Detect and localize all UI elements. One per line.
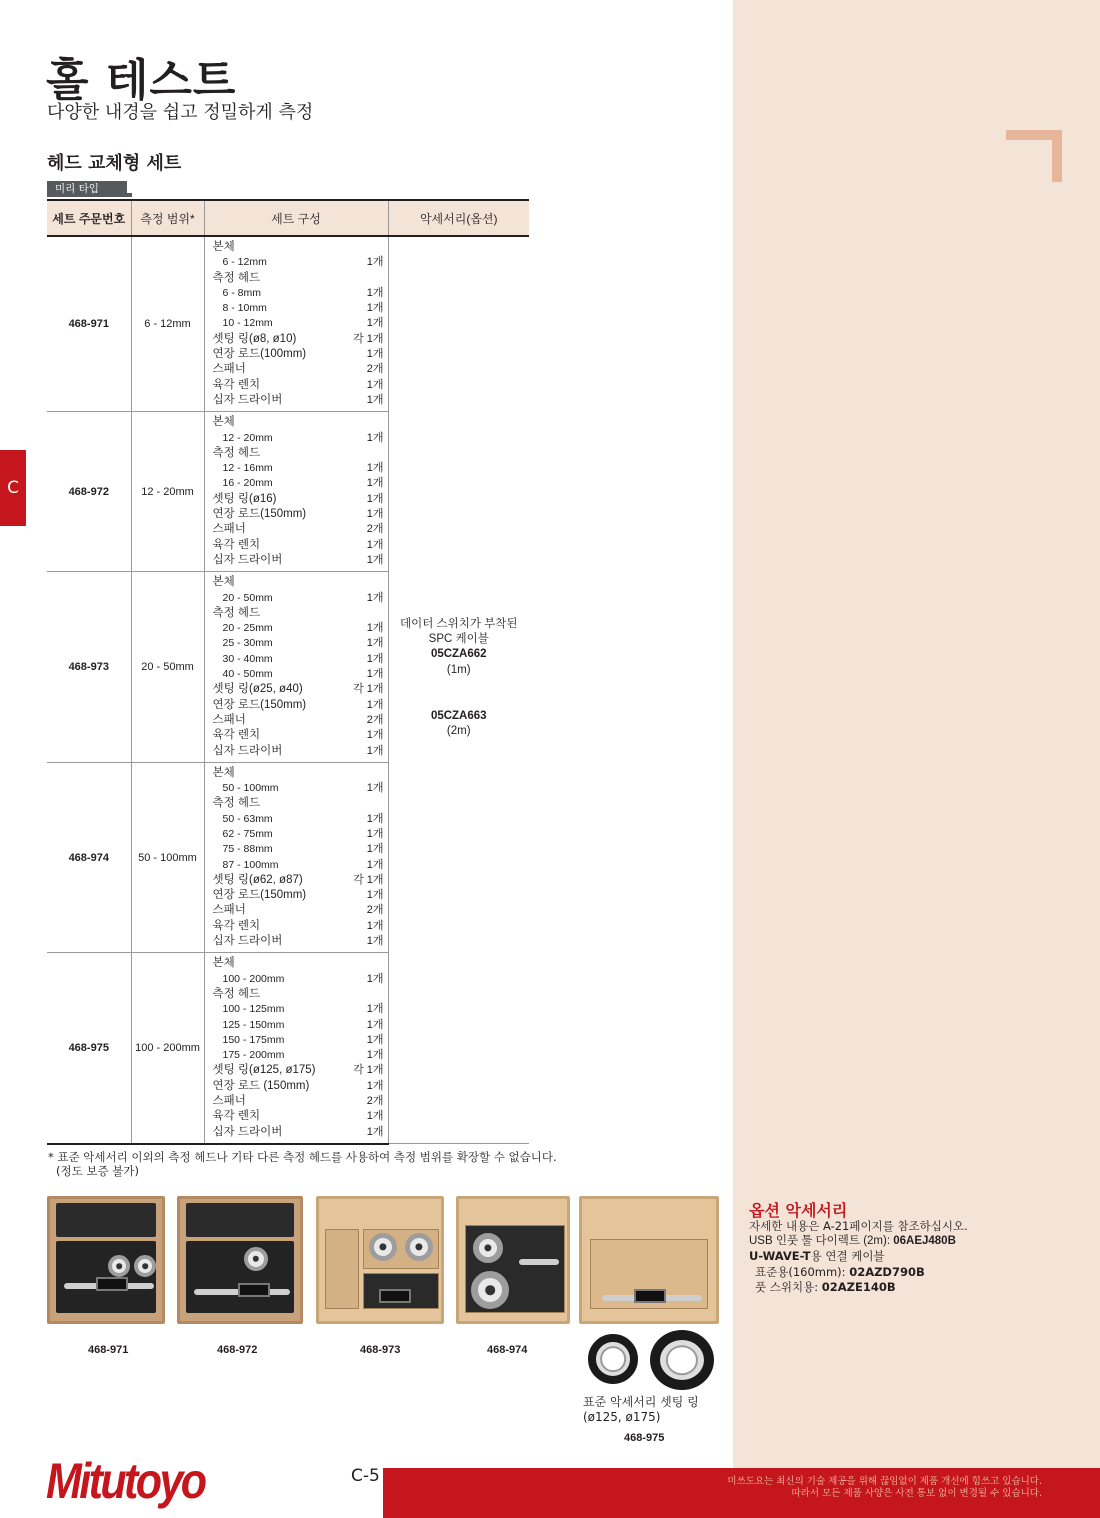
item-name: 연장 로드(100mm)	[212, 348, 307, 361]
composition-item	[213, 652, 384, 667]
header-set-code: 세트 주문번호	[47, 200, 131, 236]
product-photo-468-972	[177, 1196, 303, 1324]
footnote	[48, 1150, 557, 1178]
photo-label-468-973: 468-973	[360, 1344, 401, 1356]
item-name: 30 - 40mm	[222, 652, 273, 665]
item-name: 십자 드라이버	[212, 553, 283, 566]
item-quantity: 1개	[366, 1033, 384, 1046]
composition-item	[213, 888, 384, 903]
composition-item	[213, 636, 384, 651]
options-line-5: 풋 스위치용: 02AZE140B	[755, 1279, 896, 1294]
composition-item	[213, 1079, 384, 1094]
item-name: 측정 헤드	[212, 271, 261, 284]
item-quantity: 1개	[366, 843, 384, 856]
item-name: 스패너	[212, 904, 246, 917]
item-quantity: 1개	[366, 462, 384, 475]
item-name: 연장 로드(150mm)	[212, 698, 307, 711]
composition-item	[213, 1109, 384, 1124]
item-quantity: 각 1개	[353, 1064, 384, 1077]
item-quantity: 2개	[366, 1095, 384, 1108]
section-tab[interactable]: C	[0, 450, 26, 526]
item-quantity: 1개	[366, 698, 384, 711]
accessory-length-2m: (2m)	[446, 724, 471, 737]
type-tag: 미리 타입	[47, 181, 127, 197]
item-name: 육각 렌치	[212, 1110, 261, 1123]
composition-item	[213, 492, 384, 507]
composition-item	[213, 698, 384, 713]
ring-caption	[583, 1395, 699, 1425]
composition-item	[213, 538, 384, 553]
item-name: 스패너	[212, 363, 246, 376]
item-quantity: 1개	[366, 1003, 384, 1016]
item-quantity: 1개	[366, 1079, 384, 1092]
footnote-line-1: * 표준 악세서리 이외의 측정 헤드나 기타 다른 측정 헤드를 사용하여 측정 범위를 확장할 수 없습니다.	[48, 1150, 557, 1164]
item-quantity: 1개	[366, 729, 384, 742]
composition-item	[213, 255, 384, 270]
item-name: 50 - 100mm	[222, 782, 279, 795]
composition-item	[213, 919, 384, 934]
header-range: 측정 범위*	[131, 200, 204, 236]
composition-item	[213, 728, 384, 743]
composition-item	[213, 378, 384, 393]
item-quantity: 1개	[366, 668, 384, 681]
item-name: 셋팅 링(ø25, ø40)	[212, 683, 303, 696]
composition-item	[213, 1094, 384, 1109]
item-name: 40 - 50mm	[222, 668, 273, 681]
item-name: 6 - 8mm	[222, 286, 262, 299]
type-tag-underline	[120, 193, 132, 197]
composition-item	[213, 1018, 384, 1033]
composition-item	[213, 744, 384, 759]
page-title: 홀 테스트	[46, 55, 237, 106]
item-quantity: 1개	[366, 652, 384, 665]
photo-label-468-972: 468-972	[217, 1344, 258, 1356]
accessory-code-2m: 05CZA663	[430, 709, 487, 722]
item-quantity: 1개	[366, 889, 384, 902]
item-name: 연장 로드(150mm)	[212, 889, 307, 902]
composition-item	[213, 606, 384, 621]
accessory-spacer	[389, 678, 530, 693]
measuring-range: 50 - 100mm	[131, 762, 204, 953]
item-name: 20 - 25mm	[222, 622, 273, 635]
composition-item	[213, 575, 384, 590]
accessory-description: 데이터 스위치가 부착된	[400, 617, 518, 630]
item-name: 6 - 12mm	[222, 256, 267, 269]
item-quantity: 2개	[366, 904, 384, 917]
measuring-range: 100 - 200mm	[131, 953, 204, 1144]
item-name: 스패너	[212, 523, 246, 536]
item-name: 셋팅 링(ø125, ø175)	[212, 1064, 316, 1077]
accessory-code-1m: 05CZA662	[430, 648, 487, 661]
set-code: 468-974	[47, 762, 131, 953]
item-name: 연장 로드 (150mm)	[212, 1079, 310, 1092]
item-quantity: 1개	[366, 378, 384, 391]
item-quantity: 1개	[366, 782, 384, 795]
composition-item	[213, 842, 384, 857]
item-name: 100 - 200mm	[222, 972, 285, 985]
item-quantity: 1개	[366, 591, 384, 604]
composition-item	[213, 332, 384, 347]
composition-item	[213, 522, 384, 537]
item-name: 측정 헤드	[212, 446, 261, 459]
item-name: 본체	[212, 576, 235, 589]
item-quantity: 각 1개	[353, 873, 384, 886]
spec-table	[47, 199, 529, 1145]
ring-caption-line-2: (ø125, ø175)	[583, 1410, 661, 1424]
item-name: 본체	[212, 416, 235, 429]
setting-ring-large	[650, 1330, 714, 1390]
composition-item	[213, 591, 384, 606]
composition-item	[213, 431, 384, 446]
item-quantity: 2개	[366, 713, 384, 726]
item-name: 십자 드라이버	[212, 935, 283, 948]
item-quantity: 1개	[366, 302, 384, 315]
item-name: 62 - 75mm	[222, 827, 273, 840]
ring-code: 468-975	[624, 1432, 665, 1444]
composition-item	[213, 446, 384, 461]
item-quantity: 1개	[366, 553, 384, 566]
disclaimer-line-1: 미쓰도요는 최신의 기술 제공을 위해 끊임없이 제품 개선에 힘쓰고 있습니다.	[727, 1476, 1042, 1487]
item-name: 측정 헤드	[212, 987, 261, 1000]
item-quantity: 각 1개	[353, 683, 384, 696]
page-subtitle: 다양한 내경을 쉽고 정밀하게 측정	[47, 102, 314, 123]
item-quantity: 1개	[366, 286, 384, 299]
composition-item	[213, 347, 384, 362]
header-accessory: 악세서리(옵션)	[388, 200, 529, 236]
options-line-2: USB 인풋 툴 다이렉트 (2m): 06AEJ480B	[749, 1235, 956, 1248]
item-quantity: 1개	[366, 393, 384, 406]
item-name: 측정 헤드	[212, 797, 261, 810]
item-quantity: 1개	[366, 935, 384, 948]
composition-item	[213, 812, 384, 827]
composition-item	[213, 873, 384, 888]
item-name: 20 - 50mm	[222, 591, 273, 604]
composition-item	[213, 461, 384, 476]
composition-item	[213, 1033, 384, 1048]
item-name: 12 - 16mm	[222, 462, 273, 475]
composition-item	[213, 956, 384, 971]
item-quantity: 1개	[366, 256, 384, 269]
options-line-3: U-WAVE-T용 연결 케이블	[749, 1249, 885, 1264]
table-row	[47, 236, 529, 412]
set-composition	[204, 572, 388, 763]
item-name: 25 - 30mm	[222, 637, 273, 650]
item-name: 75 - 88mm	[222, 843, 273, 856]
item-name: 10 - 12mm	[222, 317, 273, 330]
composition-item	[213, 667, 384, 682]
item-quantity: 1개	[366, 1018, 384, 1031]
corner-mark	[1006, 130, 1062, 182]
item-name: 125 - 150mm	[222, 1018, 285, 1031]
item-name: 스패너	[212, 713, 246, 726]
accessory-spacer	[389, 693, 530, 708]
item-name: 87 - 100mm	[222, 858, 279, 871]
options-title: 옵션 악세서리	[749, 1201, 848, 1220]
item-name: 본체	[212, 957, 235, 970]
footer-disclaimer	[727, 1476, 1042, 1500]
item-name: 셋팅 링(ø16)	[212, 492, 277, 505]
item-name: 175 - 200mm	[222, 1049, 285, 1062]
item-quantity: 1개	[366, 1125, 384, 1138]
composition-item	[213, 682, 384, 697]
product-photo-468-971	[47, 1196, 165, 1324]
composition-item	[213, 1048, 384, 1063]
set-composition	[204, 762, 388, 953]
item-name: 셋팅 링(ø62, ø87)	[212, 873, 303, 886]
set-code: 468-972	[47, 412, 131, 572]
options-line-4: 표준용(160mm): 02AZD790B	[755, 1264, 925, 1279]
item-quantity: 1개	[366, 919, 384, 932]
page-number: C-5	[351, 1466, 380, 1486]
item-quantity: 1개	[366, 972, 384, 985]
item-name: 스패너	[212, 1095, 246, 1108]
mitutoyo-logo: Mitutoyo	[46, 1453, 205, 1509]
disclaimer-line-2: 따라서 모든 제품 사양은 사전 통보 없이 변경될 수 있습니다.	[791, 1488, 1042, 1499]
item-quantity: 1개	[366, 492, 384, 505]
set-code: 468-971	[47, 236, 131, 412]
item-quantity: 2개	[366, 363, 384, 376]
setting-ring-small	[588, 1334, 638, 1384]
item-name: 육각 렌치	[212, 378, 261, 391]
composition-item	[213, 934, 384, 949]
composition-item	[213, 362, 384, 377]
composition-item	[213, 827, 384, 842]
composition-item	[213, 1125, 384, 1140]
item-name: 50 - 63mm	[222, 812, 273, 825]
product-photo-468-975	[579, 1196, 719, 1324]
item-name: 육각 렌치	[212, 538, 261, 551]
composition-item	[213, 796, 384, 811]
item-quantity: 1개	[366, 1110, 384, 1123]
measuring-range: 6 - 12mm	[131, 236, 204, 412]
product-photo-468-973	[316, 1196, 444, 1324]
composition-item	[213, 1063, 384, 1078]
item-name: 8 - 10mm	[222, 302, 267, 315]
composition-item	[213, 271, 384, 286]
item-quantity: 1개	[366, 1049, 384, 1062]
header-composition: 세트 구성	[204, 200, 388, 236]
ring-caption-line-1: 표준 악세서리 셋팅 링	[583, 1395, 699, 1409]
section-heading: 헤드 교체형 세트	[47, 153, 182, 174]
table-header-row	[47, 200, 529, 236]
item-name: 셋팅 링(ø8, ø10)	[212, 332, 297, 345]
composition-item	[213, 713, 384, 728]
item-name: 측정 헤드	[212, 606, 261, 619]
composition-item	[213, 476, 384, 491]
item-name: 십자 드라이버	[212, 393, 283, 406]
composition-item	[213, 621, 384, 636]
composition-item	[213, 972, 384, 987]
product-photo-468-974	[456, 1196, 570, 1324]
item-quantity: 1개	[366, 431, 384, 444]
item-name: 십자 드라이버	[212, 1125, 283, 1138]
footnote-line-2: (정도 보증 불가)	[56, 1164, 139, 1178]
item-name: 십자 드라이버	[212, 744, 283, 757]
photo-label-468-971: 468-971	[88, 1344, 129, 1356]
item-quantity: 1개	[366, 637, 384, 650]
item-quantity: 1개	[366, 477, 384, 490]
accessory-length-1m: (1m)	[446, 663, 471, 676]
composition-item	[213, 301, 384, 316]
accessory-cable: SPC 케이블	[428, 633, 489, 646]
composition-item	[213, 240, 384, 255]
composition-item	[213, 1002, 384, 1017]
item-quantity: 2개	[366, 523, 384, 536]
measuring-range: 12 - 20mm	[131, 412, 204, 572]
measuring-range: 20 - 50mm	[131, 572, 204, 763]
item-quantity: 각 1개	[353, 332, 384, 345]
item-quantity: 1개	[366, 744, 384, 757]
composition-item	[213, 766, 384, 781]
options-body	[749, 1219, 968, 1295]
item-name: 연장 로드(150mm)	[212, 508, 307, 521]
composition-item	[213, 553, 384, 568]
item-quantity: 1개	[366, 317, 384, 330]
set-composition	[204, 953, 388, 1144]
composition-item	[213, 393, 384, 408]
item-quantity: 1개	[366, 508, 384, 521]
set-composition	[204, 236, 388, 412]
composition-item	[213, 415, 384, 430]
item-name: 16 - 20mm	[222, 477, 273, 490]
accessory-cell	[388, 236, 529, 1144]
composition-item	[213, 987, 384, 1002]
item-quantity: 1개	[366, 812, 384, 825]
item-name: 12 - 20mm	[222, 431, 273, 444]
set-code: 468-975	[47, 953, 131, 1144]
item-name: 육각 렌치	[212, 729, 261, 742]
composition-item	[213, 903, 384, 918]
item-name: 본체	[212, 766, 235, 779]
composition-item	[213, 781, 384, 796]
item-name: 150 - 175mm	[222, 1033, 285, 1046]
set-composition	[204, 412, 388, 572]
options-line-1: 자세한 내용은 A-21페이지를 참조하십시오.	[749, 1219, 968, 1233]
composition-item	[213, 507, 384, 522]
item-quantity: 1개	[366, 538, 384, 551]
photo-label-468-974: 468-974	[487, 1344, 528, 1356]
composition-item	[213, 286, 384, 301]
item-quantity: 1개	[366, 348, 384, 361]
set-code: 468-973	[47, 572, 131, 763]
composition-item	[213, 858, 384, 873]
item-quantity: 1개	[366, 622, 384, 635]
item-quantity: 1개	[366, 858, 384, 871]
item-name: 100 - 125mm	[222, 1003, 285, 1016]
item-quantity: 1개	[366, 827, 384, 840]
composition-item	[213, 316, 384, 331]
item-name: 육각 렌치	[212, 919, 261, 932]
item-name: 본체	[212, 241, 235, 253]
